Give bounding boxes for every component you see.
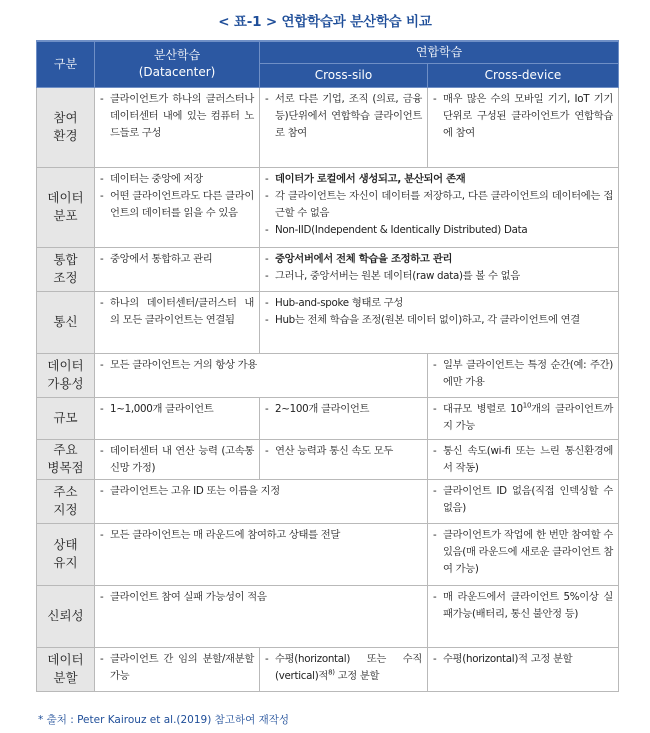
table-row: 주소 지정 - 클라이언트는 고유 ID 또는 이름을 지정 - 클라이언트 ID 없음(직접 인덱싱할 수 없음) (37, 479, 619, 523)
row-label: 신뢰성 (37, 585, 95, 647)
cell-text: Hub는 전체 학습을 조정(원본 데이터 없이)하고, 각 클라이언트에 연결 (275, 313, 580, 326)
cell-text: 대규모 병렬로 $10^{10}$개의 클라이언트까지 가능 (443, 401, 613, 432)
cell-text: 수평(horizontal) 또는 수직(vertical)적$^{8)}$ 고정 분할 (275, 652, 422, 682)
table-row: 데이터 분포 - 데이터는 중앙에 저장 - 어떤 클라이언트라도 다른 클라이언트의 데이터를 읽을 수 있음 - 데이터가 로컬에서 생성되고, 분산되어 존재 - 각 클라이언트는 자신이 데이터를 저장하고, 다른 클라이언트의 데이터에는 접근할 수 없음 - Non-IID(Independent & Identically Distributed) Data (37, 167, 619, 247)
row-label: 통합 조정 (37, 247, 95, 291)
cell-text: 클라이언트 참여 실패 가능성이 적음 (110, 590, 267, 603)
cell-text: 각 클라이언트는 자신이 데이터를 저장하고, 다른 클라이언트의 데이터에는 접근할 수 없음 (275, 189, 613, 219)
source-note: * 출처 : Peter Kairouz et al.(2019) 참고하여 재작성 (38, 714, 289, 726)
cell-text: 서로 다른 기업, 조직 (의료, 금융 등)단위에서 연합학습 클라이언트로 참여 (275, 92, 422, 139)
cell-text: 어떤 클라이언트라도 다른 클라이언트의 데이터를 읽을 수 있음 (110, 189, 254, 219)
comparison-table (36, 40, 619, 692)
cell-text: 클라이언트는 고유 ID 또는 이름을 지정 (110, 484, 280, 497)
row-label: 주소 지정 (37, 479, 95, 523)
cell-text: 통신 속도(wi-fi 또는 느린 통신환경에서 작동) (443, 444, 613, 474)
header-cross-silo: Cross-silo (260, 63, 428, 87)
row-label: 데이터 가용성 (37, 353, 95, 397)
cell-text: 데이터센터 내 연산 능력 (고속통신망 가정) (110, 444, 254, 474)
cell-text: 연산 능력과 통신 속도 모두 (275, 444, 394, 457)
header-distributed-sub: (Datacenter) (138, 65, 216, 80)
header-federated: 연합학습 (260, 41, 619, 63)
cell-text: Hub-and-spoke 형태로 구성 (275, 296, 404, 309)
row-label: 주요 병목점 (37, 439, 95, 479)
cell-text: 수평(horizontal)적 고정 분할 (443, 652, 573, 665)
cell-text: 데이터가 로컬에서 생성되고, 분산되어 존재 (275, 172, 466, 185)
cell-text: 클라이언트 간 임의 분할/재분할 가능 (110, 652, 254, 682)
cell-text: 클라이언트가 하나의 클러스터나 데이터센터 내에 있는 컴퓨터 노드들로 구성 (110, 92, 254, 139)
table-row: 데이터 가용성 - 모든 클라이언트는 거의 항상 가용 - 일부 클라이언트는 특정 순간(예: 주간)에만 가용 (37, 353, 619, 397)
table-row: 규모 - 1~1,000개 클라이언트 - 2~100개 클라이언트 - 대규모 병렬로 $10^{10}$개의 클라이언트까지 가능 (37, 397, 619, 439)
cell-text: 모든 클라이언트는 매 라운드에 참여하고 상태를 전달 (110, 528, 341, 541)
header-distributed-title: 분산학습 (153, 48, 201, 63)
cell-text: 하나의 데이터센터/클러스터 내의 모든 클라이언트는 연결됨 (110, 296, 254, 326)
cell-text: 중앙에서 통합하고 관리 (110, 252, 213, 265)
table-row: 상태 유지 - 모든 클라이언트는 매 라운드에 참여하고 상태를 전달 - 클라이언트가 작업에 한 번만 참여할 수 있음(매 라운드에 새로운 클라이언트 참여 가능) (37, 523, 619, 585)
row-label: 데이터 분할 (37, 647, 95, 691)
table-row: 데이터 분할 - 클라이언트 간 임의 분할/재분할 가능 - 수평(horizontal) 또는 수직(vertical)적$^{8)}$ 고정 분할 - 수평(horizontal)적 고정 분할 (37, 647, 619, 691)
header-cross-device: Cross-device (428, 63, 619, 87)
cell-text: 1~1,000개 클라이언트 (110, 402, 214, 415)
cell-text: 클라이언트 ID 없음(직접 인덱싱할 수 없음) (443, 484, 613, 514)
cell-text: 데이터는 중앙에 저장 (110, 172, 203, 185)
table-row: 통합 조정 - 중앙에서 통합하고 관리 - 중앙서버에서 전체 학습을 조정하고 관리 - 그러나, 중앙서버는 원본 데이터(raw data)를 볼 수 없음 (37, 247, 619, 291)
row-label: 데이터 분포 (37, 167, 95, 247)
cell-text: 매우 많은 수의 모바일 기기, IoT 기기 단위로 구성된 클라이언트가 연합학습에 참여 (443, 92, 613, 139)
header-distributed (95, 41, 260, 87)
header-category: 구분 (37, 41, 95, 87)
cell-text: 중앙서버에서 전체 학습을 조정하고 관리 (275, 252, 453, 265)
cell-text: 그러나, 중앙서버는 원본 데이터(raw data)를 볼 수 없음 (275, 269, 520, 282)
cell-text: 모든 클라이언트는 거의 항상 가용 (110, 358, 257, 371)
row-label: 통신 (37, 291, 95, 353)
table-row: 주요 병목점 - 데이터센터 내 연산 능력 (고속통신망 가정) - 연산 능력과 통신 속도 모두 - 통신 속도(wi-fi 또는 느린 통신환경에서 작동) (37, 439, 619, 479)
row-label: 규모 (37, 397, 95, 439)
row-label: 상태 유지 (37, 523, 95, 585)
row-label: 참여 환경 (37, 87, 95, 167)
table-row: 참여 환경 - 클라이언트가 하나의 클러스터나 데이터센터 내에 있는 컴퓨터 노드들로 구성 - 서로 다른 기업, 조직 (의료, 금융 등)단위에서 연합학습 클라이언트로 참여 - 매우 많은 수의 모바일 기기, IoT 기기 단위로 구성된 클라이언트가 연합학습에 참여 (37, 87, 619, 167)
cell-text: 클라이언트가 작업에 한 번만 참여할 수 있음(매 라운드에 새로운 클라이언트 참여 가능) (443, 528, 613, 575)
table-row: 통신 - 하나의 데이터센터/클러스터 내의 모든 클라이언트는 연결됨 - Hub-and-spoke 형태로 구성 - Hub는 전체 학습을 조정(원본 데이터 없이)하고, 각 클라이언트에 연결 (37, 291, 619, 353)
cell-text: 매 라운드에서 클라이언트 5%이상 실패가능(배터리, 통신 불안정 등) (443, 590, 613, 620)
table-row: 신뢰성 - 클라이언트 참여 실패 가능성이 적음 - 매 라운드에서 클라이언트 5%이상 실패가능(배터리, 통신 불안정 등) (37, 585, 619, 647)
cell-text: 일부 클라이언트는 특정 순간(예: 주간)에만 가용 (443, 358, 613, 388)
cell-text: Non-IID(Independent & Identically Distributed) Data (275, 223, 528, 236)
table-title: < 표-1 > 연합학습과 분산학습 비교 (218, 14, 432, 30)
cell-text: 2~100개 클라이언트 (275, 402, 370, 415)
